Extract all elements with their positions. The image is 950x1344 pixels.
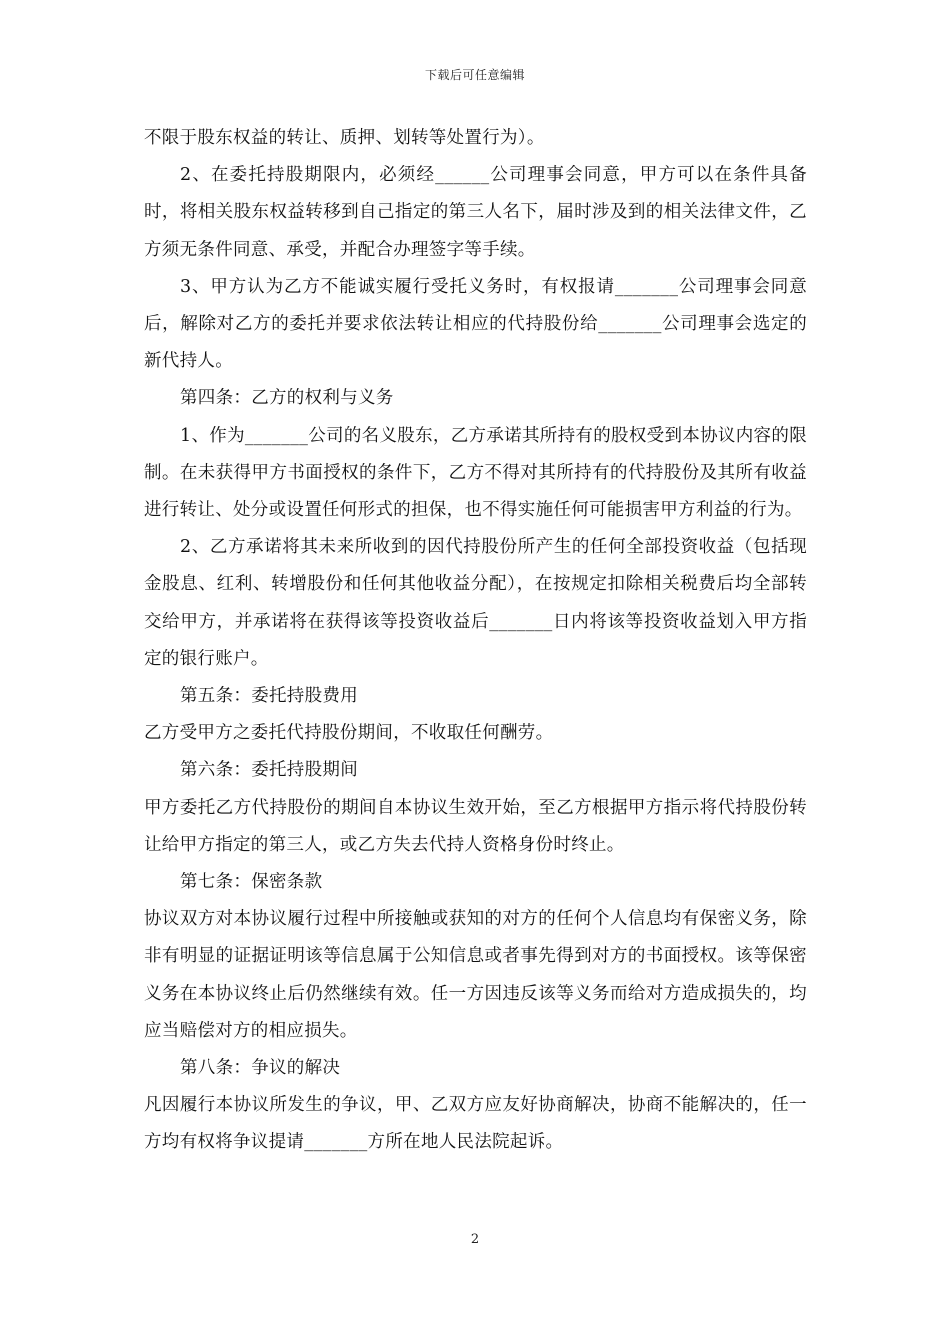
page-number: 2 [470, 1232, 480, 1247]
paragraph-article-4-item-2: 2、乙方承诺将其未来所收到的因代持股份所产生的任何全部投资收益（包括现金股息、红利、转增股份和任何其他收益分配），在按规定扣除相关税费后均全部转交给甲方，并承诺将在获得该等投资收益后_______日内将该等投资收益划入甲方指定的银行账户。 [144, 537, 807, 669]
paragraph-article-5: 乙方受甲方之委托代持股份期间，不收取任何酬劳。 [144, 723, 554, 744]
paragraph-article-7: 协议双方对本协议履行过程中所接触或获知的对方的任何个人信息均有保密义务，除非有明显的证据证明该等信息属于公知信息或者事先得到对方的书面授权。该等保密义务在本协议终止后仍然继续有效。任一方因违反该等义务而给对方造成损失的，均应当赔偿对方的相应损失。 [144, 909, 807, 1041]
paragraph-clause-3-continued: 不限于股东权益的转让、质押、划转等处置行为）。 [144, 128, 545, 148]
section-heading-article-4: 第四条：乙方的权利与义务 [180, 388, 394, 409]
paragraph-article-8: 凡因履行本协议所发生的争议，甲、乙双方应友好协商解决，协商不能解决的，任一方均有权将争议提请_______方所在地人民法院起诉。 [144, 1095, 807, 1153]
paragraph-clause-3-item-2: 2、在委托持股期限内，必须经______公司理事会同意，甲方可以在条件具备时，将相关股东权益转移到自己指定的第三人名下，届时涉及到的相关法律文件，乙方须无条件同意、承受，并配合办理签字等手续。 [144, 165, 807, 260]
section-heading-article-5: 第五条：委托持股费用 [180, 686, 358, 707]
paragraph-article-4-item-1: 1、作为_______公司的名义股东，乙方承诺其所持有的股权受到本协议内容的限制。在未获得甲方书面授权的条件下，乙方不得对其所持有的代持股份及其所有收益进行转让、处分或设置任何形式的担保，也不得实施任何可能损害甲方利益的行为。 [144, 425, 807, 521]
paragraph-article-6: 甲方委托乙方代持股份的期间自本协议生效开始，至乙方根据甲方指示将代持股份转让给甲方指定的第三人，或乙方失去代持人资格身份时终止。 [144, 797, 807, 855]
paragraph-clause-3-item-3: 3、甲方认为乙方不能诚实履行受托义务时，有权报请_______公司理事会同意后，解除对乙方的委托并要求依法转让相应的代持股份给_______公司理事会选定的新代持人。 [144, 276, 807, 372]
document-body [144, 120, 807, 1162]
page-header: 下载后可任意编辑 [424, 68, 525, 82]
section-heading-article-7: 第七条：保密条款 [180, 872, 323, 893]
section-heading-article-8: 第八条：争议的解决 [180, 1058, 341, 1079]
section-heading-article-6: 第六条：委托持股期间 [180, 760, 358, 781]
